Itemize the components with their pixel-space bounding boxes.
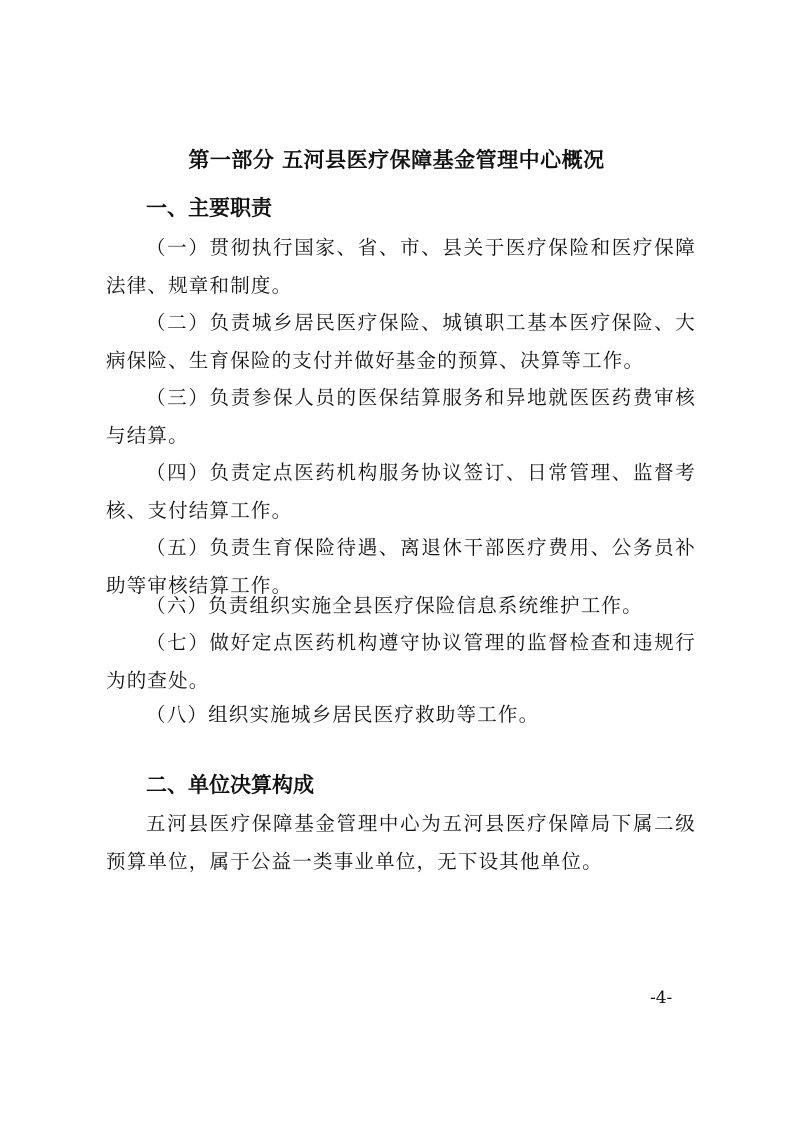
duty-item-8: （八）组织实施城乡居民医疗救助等工作。 [146, 703, 540, 726]
duty-item-1: （一）贯彻执行国家、省、市、县关于医疗保险和医疗保障法律、规章和制度。 [106, 236, 696, 297]
document-title: 第一部分 五河县医疗保障基金管理中心概况 [188, 148, 605, 172]
duty-item-3: （三）负责参保人员的医保结算服务和异地就医医药费审核与结算。 [106, 386, 696, 447]
duty-item-5: （五）负责生育保险待遇、离退休干部医疗费用、公务员补助等审核结算工作。 [106, 536, 696, 597]
duty-item-4: （四）负责定点医药机构服务协议签订、日常管理、监督考核、支付结算工作。 [106, 461, 696, 522]
duty-item-6: （六）负责组织实施全县医疗保险信息系统维护工作。 [146, 594, 643, 617]
section-heading-main-duties: 一、主要职责 [146, 196, 272, 220]
duty-item-7: （七）做好定点医药机构遵守协议管理的监督检查和违规行为的查处。 [106, 631, 696, 692]
unit-composition-text: 五河县医疗保障基金管理中心为五河县医疗保障局下属二级预算单位，属于公益一类事业单位，无下设其他单位。 [106, 812, 696, 873]
duty-item-2: （二）负责城乡居民医疗保险、城镇职工基本医疗保险、大病保险、生育保险的支付并做好基金的预算、决算等工作。 [106, 311, 696, 372]
section-heading-unit-composition: 二、单位决算构成 [146, 773, 314, 797]
page-number: -4- [650, 988, 673, 1008]
